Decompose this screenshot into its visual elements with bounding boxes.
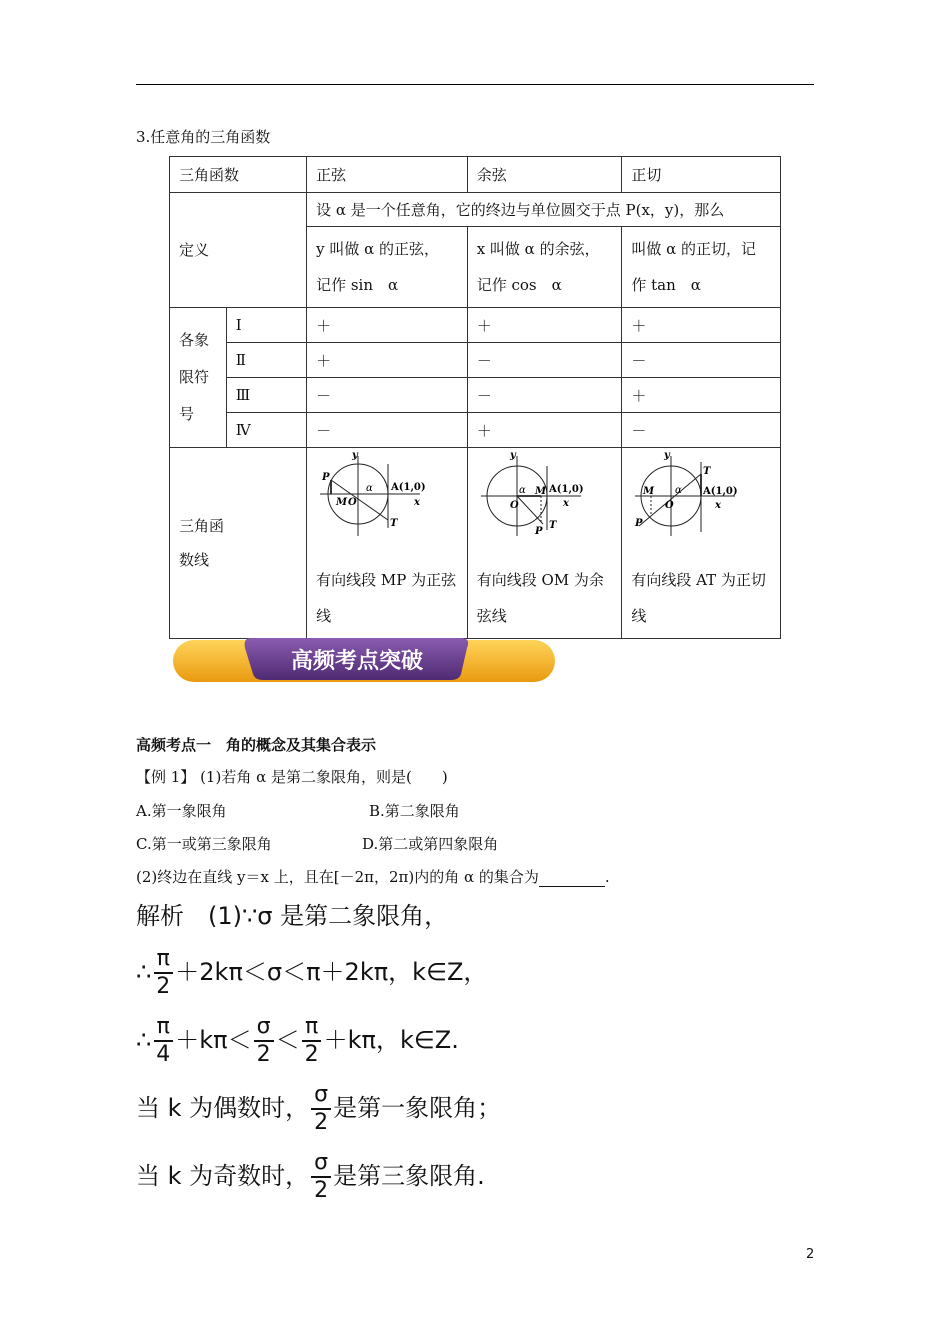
- quadrant-label: Ⅰ: [226, 308, 306, 343]
- trig-function-table: [169, 156, 781, 639]
- sign-tan: －: [622, 343, 781, 378]
- answer-blank: [539, 872, 605, 887]
- point-m-label: M: [336, 497, 348, 508]
- even-case-text: 当 k 为偶数时，: [136, 1094, 310, 1122]
- numerator: σ: [311, 1082, 331, 1110]
- definition-cos-line1: x 叫做 α 的余弦，: [476, 240, 600, 258]
- sign-cos: ＋: [467, 413, 622, 448]
- axis-x-label: x: [414, 497, 421, 508]
- cos-line-desc: [477, 562, 613, 634]
- sign-tan: ＋: [622, 308, 781, 343]
- cos-line-desc-1: 有向线段 OM 为余: [476, 571, 604, 589]
- therefore-symbol: ∴: [136, 958, 152, 986]
- example-question-2: [136, 866, 610, 887]
- origin-label: O: [348, 497, 357, 508]
- header-cell-function: 三角函数: [170, 157, 307, 193]
- definition-tan-line1: 叫做 α 的正切，记: [631, 240, 757, 258]
- therefore-symbol: ∴: [136, 1026, 152, 1054]
- signs-label: [170, 308, 227, 448]
- numerator: π: [154, 1014, 173, 1042]
- point-t-label: T: [390, 518, 398, 529]
- trig-lines-label-line1: 三角函: [179, 517, 225, 535]
- header-cell-cos: 余弦: [467, 157, 622, 193]
- solution-line-4: [136, 1082, 501, 1136]
- fraction-sigma-over-2: [311, 1082, 331, 1136]
- angle-alpha-label: α: [366, 483, 373, 494]
- fraction-sigma-over-2: [311, 1150, 331, 1204]
- quadrant-label: Ⅲ: [226, 378, 306, 413]
- denominator: 4: [156, 1042, 171, 1067]
- sin-line-desc-2: 线: [316, 607, 332, 625]
- solution-line-2: [136, 946, 487, 1000]
- quadrant-label: Ⅳ: [226, 413, 306, 448]
- inequality-part-b: ＜: [275, 1026, 300, 1054]
- denominator: 2: [314, 1110, 329, 1135]
- cosine-line-diagram: [477, 450, 587, 540]
- question-2-text: (2)终边在直线 y＝x 上，且在[－2π，2π)内的角 α 的集合为: [136, 868, 539, 886]
- sine-line-diagram: [316, 450, 426, 540]
- solution-line-3: [136, 1014, 459, 1068]
- sin-line-cell: [307, 448, 468, 639]
- denominator: 2: [314, 1178, 329, 1203]
- trig-line-row: [170, 448, 781, 639]
- header-rule: [136, 84, 814, 85]
- numerator: σ: [254, 1014, 274, 1042]
- header-cell-sin: 正弦: [307, 157, 468, 193]
- definition-cos: [467, 227, 622, 308]
- signs-label-line2: 限符: [179, 368, 210, 386]
- sign-row-1: [170, 308, 781, 343]
- definition-row-shared: [170, 193, 781, 227]
- axis-y-label: y: [509, 450, 516, 461]
- odd-case-result: 是第三象限角.: [333, 1162, 485, 1190]
- topic-heading: 高频考点一 角的概念及其集合表示: [136, 736, 377, 754]
- sign-tan: －: [622, 413, 781, 448]
- definition-cos-line2: 记作 cos α: [476, 276, 562, 294]
- example-question-1: 【例 1】 (1)若角 α 是第二象限角，则是( ): [136, 768, 448, 786]
- axis-y-label: y: [352, 450, 358, 461]
- definition-shared: 设 α 是一个任意角，它的终边与单位圆交于点 P(x，y)，那么: [307, 193, 781, 227]
- denominator: 2: [156, 974, 171, 999]
- section-title: 3.任意角的三角函数: [136, 128, 271, 146]
- odd-case-text: 当 k 为奇数时，: [136, 1162, 310, 1190]
- point-a-label: A(1,0): [391, 482, 426, 493]
- sign-row-2: [170, 343, 781, 378]
- axis-x-label: x: [715, 500, 722, 511]
- tan-line-desc-2: 线: [631, 607, 647, 625]
- definition-sin: [307, 227, 468, 308]
- option-c: C.第一或第三象限角: [136, 835, 272, 853]
- signs-label-line3: 号: [179, 405, 195, 423]
- denominator: 2: [256, 1042, 271, 1067]
- cos-line-desc-2: 弦线: [476, 607, 507, 625]
- point-m-label: M: [534, 486, 546, 497]
- angle-alpha-label: α: [675, 485, 683, 496]
- sign-cos: －: [467, 343, 622, 378]
- definition-sin-line1: y 叫做 α 的正弦，: [316, 240, 440, 258]
- option-a: A.第一象限角: [136, 802, 227, 820]
- sign-sin: －: [307, 378, 468, 413]
- point-p-label: P: [322, 472, 330, 483]
- point-m-label: M: [643, 486, 655, 497]
- even-case-result: 是第一象限角；: [333, 1094, 502, 1122]
- sign-row-3: [170, 378, 781, 413]
- tan-line-cell: [622, 448, 781, 639]
- cos-line-cell: [467, 448, 622, 639]
- axis-x-label: x: [562, 498, 569, 509]
- header-cell-tan: 正切: [622, 157, 781, 193]
- trig-lines-label: [170, 448, 307, 639]
- solution-line-5: [136, 1150, 485, 1204]
- solution-line-1: 解析 (1)∵σ 是第二象限角，: [136, 902, 449, 930]
- sign-sin: ＋: [307, 308, 468, 343]
- point-a-label: A(1,0): [548, 484, 584, 495]
- tangent-line-diagram: [631, 450, 741, 540]
- table-header-row: [170, 157, 781, 193]
- origin-label: O: [665, 500, 675, 511]
- point-p-label: P: [534, 526, 543, 537]
- sign-cos: －: [467, 378, 622, 413]
- sign-row-4: [170, 413, 781, 448]
- sin-line-desc: [316, 562, 458, 634]
- sign-tan: ＋: [622, 378, 781, 413]
- definition-tan-line2: 作 tan α: [631, 276, 701, 294]
- numerator: σ: [311, 1150, 331, 1178]
- inequality-part-a: ＋kπ＜: [175, 1026, 252, 1054]
- fraction-pi-over-4: [153, 1014, 173, 1068]
- quadrant-label: Ⅱ: [226, 343, 306, 378]
- definition-label: 定义: [170, 193, 307, 308]
- sign-cos: ＋: [467, 308, 622, 343]
- tan-line-desc: [631, 562, 771, 634]
- point-p-label: P: [635, 518, 643, 529]
- tan-line-desc-1: 有向线段 AT 为正切: [631, 571, 766, 589]
- angle-alpha-label: α: [518, 485, 526, 496]
- page-number: 2: [806, 1247, 815, 1262]
- banner-text: 高频考点突破: [290, 649, 424, 674]
- origin-label: O: [509, 500, 519, 511]
- high-frequency-banner: [171, 634, 557, 686]
- signs-label-line1: 各象: [179, 331, 210, 349]
- denominator: 2: [304, 1042, 319, 1067]
- option-d: D.第二或第四象限角: [362, 835, 499, 853]
- option-b: B.第二象限角: [369, 802, 460, 820]
- inequality-part-c: ＋kπ，k∈Z.: [323, 1026, 459, 1054]
- question-2-end: .: [604, 868, 610, 886]
- inequality-text: ＋2kπ＜σ＜π＋2kπ，k∈Z，: [175, 958, 488, 986]
- sin-line-desc-1: 有向线段 MP 为正弦: [316, 571, 457, 589]
- sign-sin: ＋: [307, 343, 468, 378]
- trig-lines-label-line2: 数线: [179, 551, 210, 569]
- fraction-pi-over-2: [153, 946, 173, 1000]
- point-a-label: A(1,0): [703, 486, 738, 497]
- definition-tan: [622, 227, 781, 308]
- point-t-label: T: [703, 466, 711, 477]
- definition-sin-line2: 记作 sin α: [316, 276, 399, 294]
- point-t-label: T: [548, 520, 557, 531]
- fraction-pi-over-2: [302, 1014, 322, 1068]
- numerator: π: [302, 1014, 321, 1042]
- sign-sin: －: [307, 413, 468, 448]
- axis-y-label: y: [664, 450, 671, 461]
- numerator: π: [154, 946, 173, 974]
- fraction-sigma-over-2: [254, 1014, 274, 1068]
